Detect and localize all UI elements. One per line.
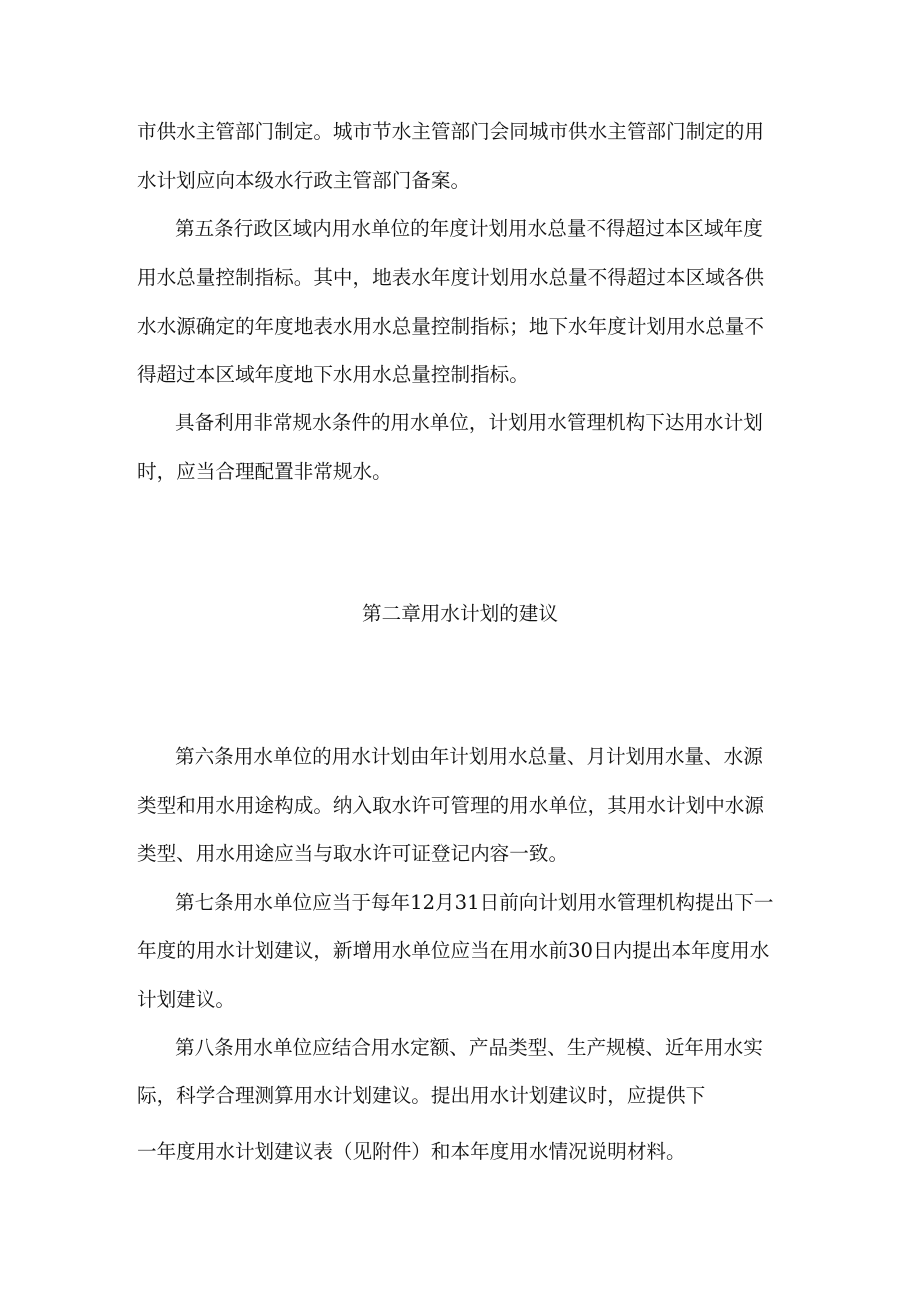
text-line: 水计划应向本级水行政主管部门备案。: [137, 169, 471, 192]
paragraph-start-article-7: 第七条用水单位应当于每年12月31日前向计划用水管理机构提出下一: [175, 891, 774, 914]
text-line: 年度的用水计划建议，新增用水单位应当在用水前30日内提出本年度用水: [137, 939, 770, 962]
text-line: 类型、用水用途应当与取水许可证登记内容一致。: [137, 842, 569, 865]
paragraph-start-nonconventional-water: 具备利用非常规水条件的用水单位，计划用水管理机构下达用水计划: [175, 411, 763, 434]
text-line: 水水源确定的年度地表水用水总量控制指标；地下水年度计划用水总量不: [137, 315, 764, 338]
text-line: 时，应当合理配置非常规水。: [137, 460, 392, 483]
text-line: 类型和用水用途构成。纳入取水许可管理的用水单位，其用水计划中水源: [137, 794, 764, 817]
paragraph-start-article-8: 第八条用水单位应结合用水定额、产品类型、生产规模、近年用水实: [175, 1036, 763, 1059]
paragraph-start-article-5: 第五条行政区域内用水单位的年度计划用水总量不得超过本区域年度: [175, 217, 763, 240]
text-line: 计划建议。: [137, 988, 235, 1011]
paragraph-start-article-6: 第六条用水单位的用水计划由年计划用水总量、月计划用水量、水源: [175, 745, 763, 768]
text-line: 市供水主管部门制定。城市节水主管部门会同城市供水主管部门制定的用: [137, 120, 764, 143]
text-line: 用水总量控制指标。其中，地表水年度计划用水总量不得超过本区域各供: [137, 266, 764, 289]
text-line: 一年度用水计划建议表（见附件）和本年度用水情况说明材料。: [137, 1140, 686, 1163]
text-line: 得超过本区域年度地下水用水总量控制指标。: [137, 363, 529, 386]
chapter-heading: 第二章用水计划的建议: [362, 602, 558, 625]
text-line: 际，科学合理测算用水计划建议。提出用水计划建议时，应提供下: [137, 1084, 706, 1107]
